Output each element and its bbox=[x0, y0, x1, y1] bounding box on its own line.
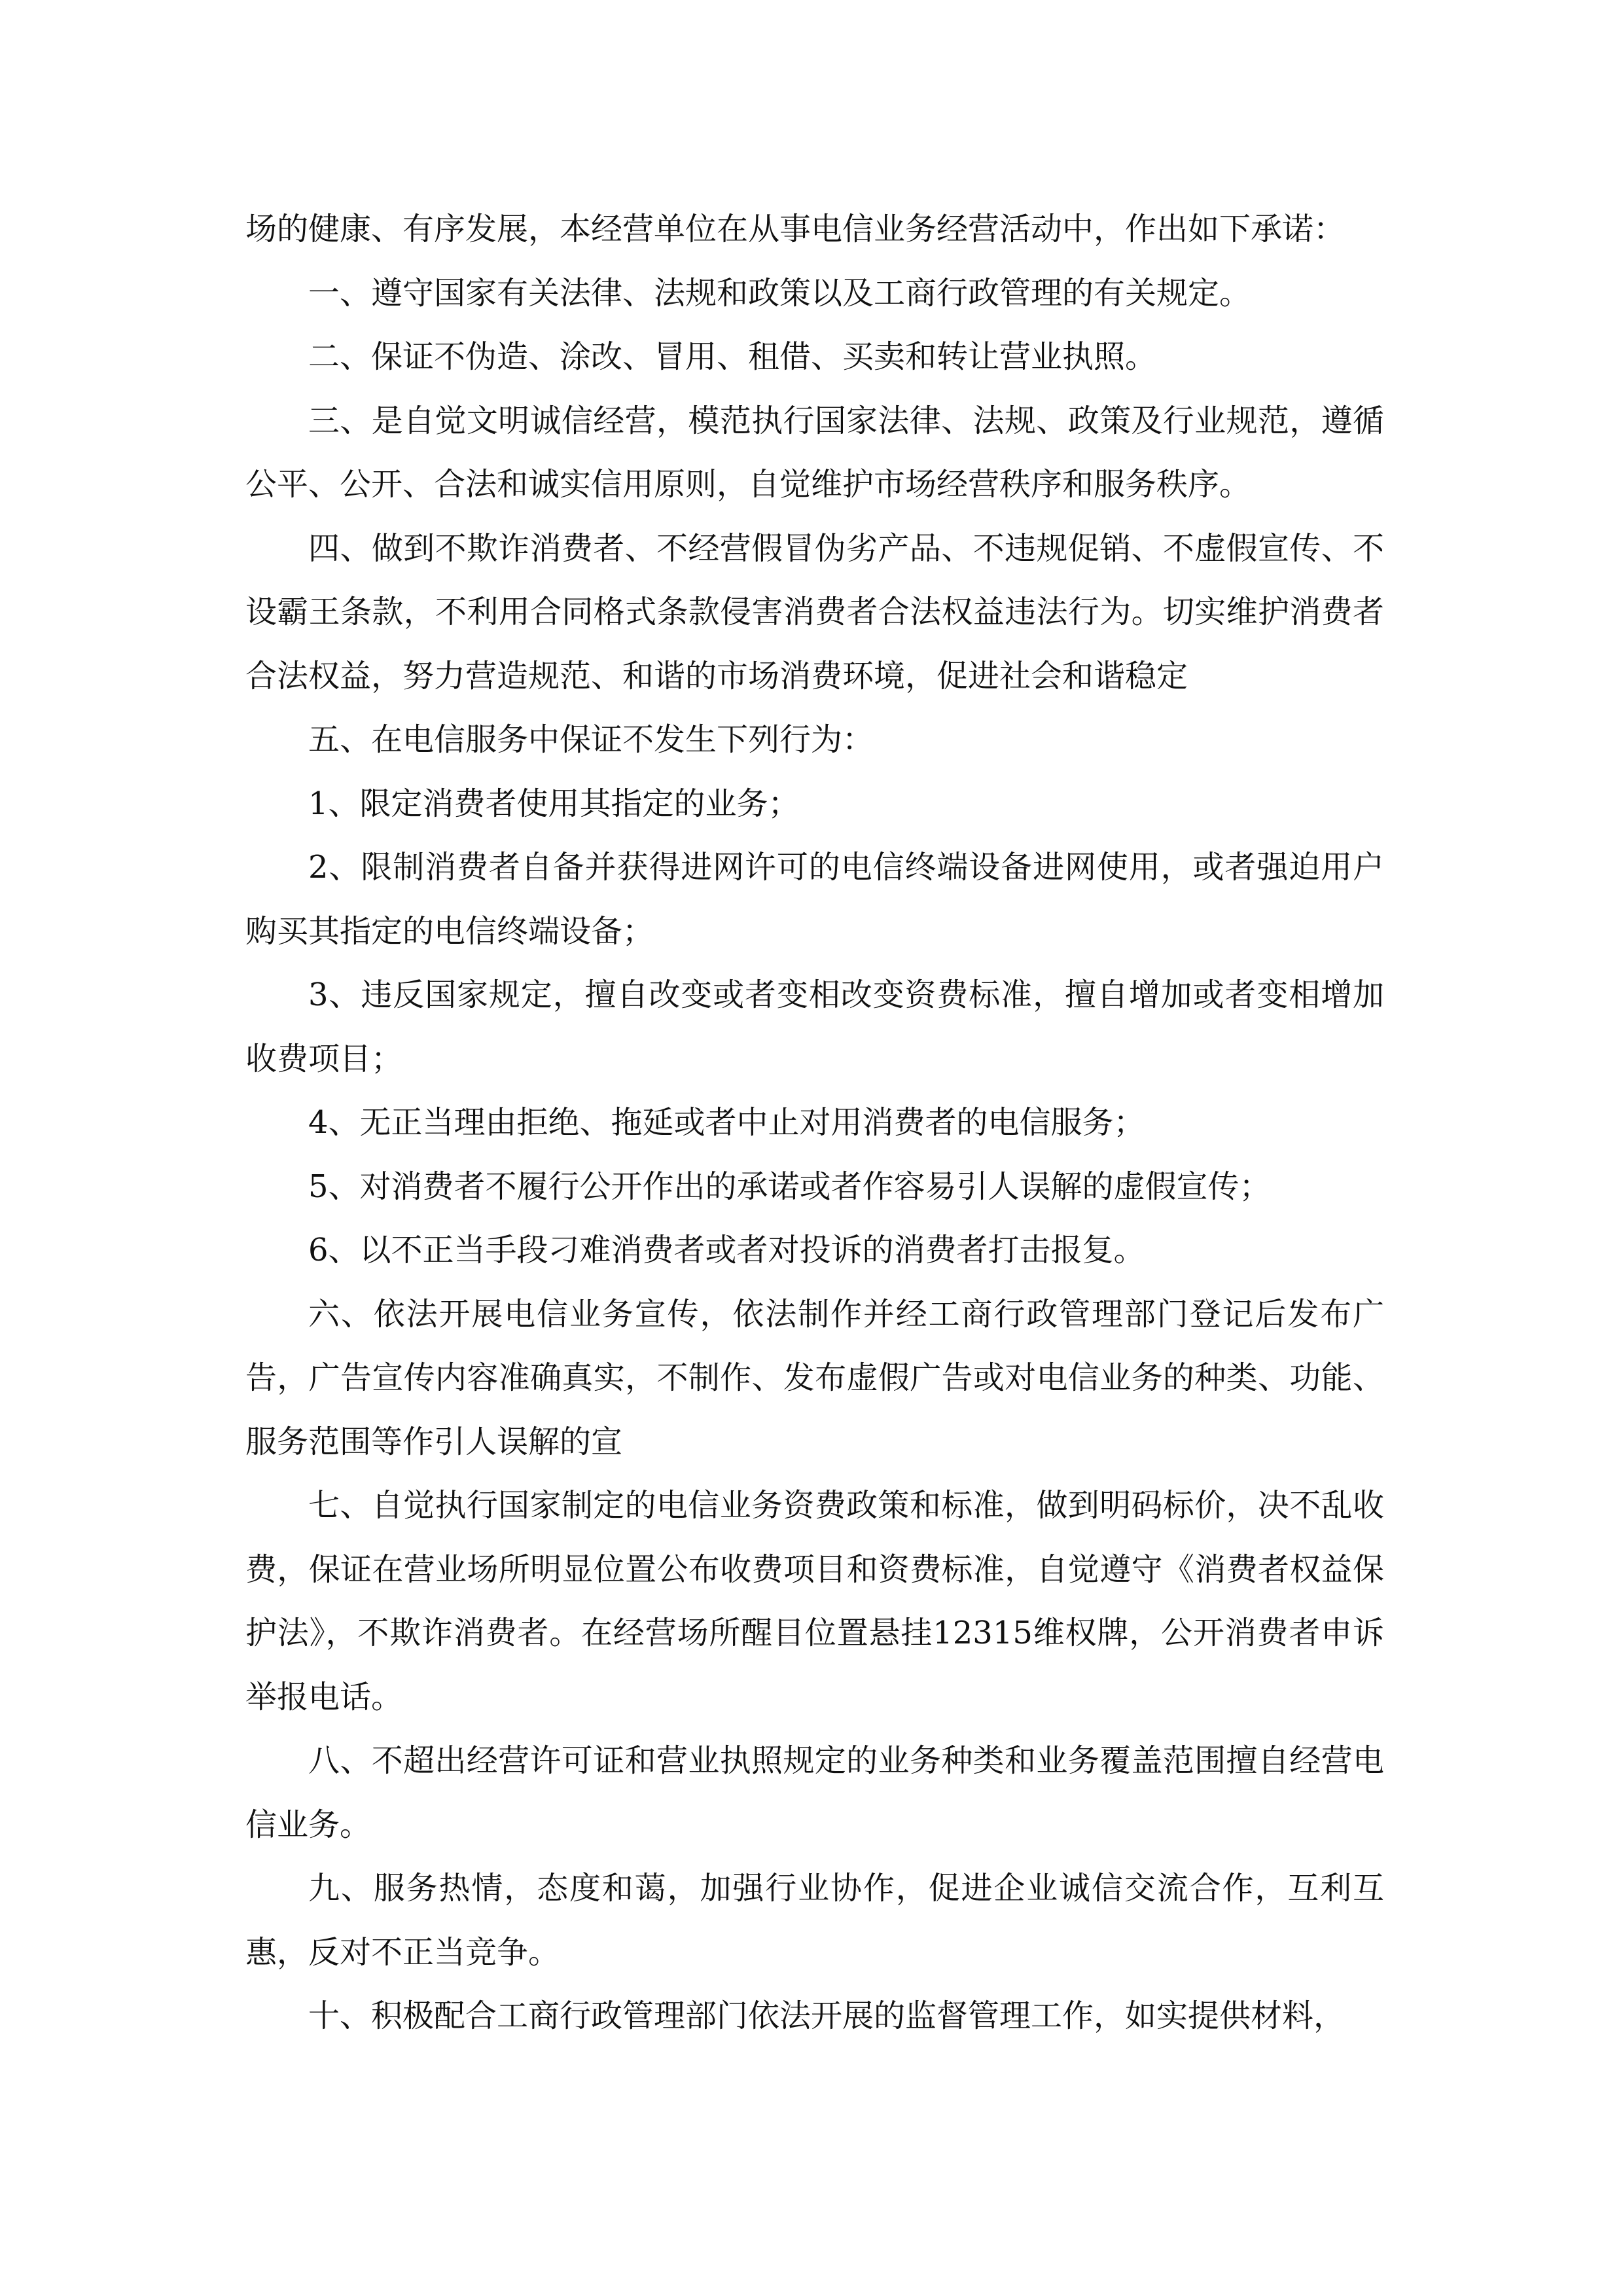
paragraph-item-4: 四、做到不欺诈消费者、不经营假冒伪劣产品、不违规促销、不虚假宣传、不设霸王条款，不利用合同格式条款侵害消费者合法权益违法行为。切实维护消费者合法权益，努力营造规范、和谐的市场消费环境，促进社会和谐稳定 bbox=[245, 529, 1384, 694]
document-body bbox=[245, 198, 1384, 2049]
paragraph-item-10: 十、积极配合工商行政管理部门依法开展的监督管理工作，如实提供材料， bbox=[308, 1998, 1346, 2034]
paragraph-continuation: 场的健康、有序发展，本经营单位在从事电信业务经营活动中，作出如下承诺： bbox=[245, 211, 1346, 247]
paragraph-item-3: 三、是自觉文明诚信经营，模范执行国家法律、法规、政策及行业规范，遵循公平、公开、合法和诚实信用原则，自觉维护市场经营秩序和服务秩序。 bbox=[245, 402, 1384, 503]
paragraph-item-7: 七、自觉执行国家制定的电信业务资费政策和标准，做到明码标价，决不乱收费，保证在营业场所明显位置公布收费项目和资费标准，自觉遵守《消费者权益保护法》，不欺诈消费者。在经营场所醒目位置悬挂12315维权牌，公开消费者申诉举报电话。 bbox=[245, 1487, 1384, 1715]
paragraph-subitem-2: 2、限制消费者自备并获得进网许可的电信终端设备进网使用，或者强迫用户购买其指定的电信终端设备； bbox=[245, 849, 1384, 950]
paragraph-subitem-5: 5、对消费者不履行公开作出的承诺或者作容易引人误解的虚假宣传； bbox=[308, 1168, 1271, 1205]
paragraph-item-6: 六、依法开展电信业务宣传，依法制作并经工商行政管理部门登记后发布广告，广告宣传内容准确真实，不制作、发布虚假广告或对电信业务的种类、功能、服务范围等作引人误解的宣 bbox=[245, 1295, 1384, 1460]
paragraph-item-5: 五、在电信服务中保证不发生下列行为： bbox=[308, 721, 874, 758]
paragraph-subitem-6: 6、以不正当手段刁难消费者或者对投诉的消费者打击报复。 bbox=[308, 1232, 1145, 1268]
paragraph-subitem-3: 3、违反国家规定，擅自改变或者变相改变资费标准，擅自增加或者变相增加收费项目； bbox=[245, 977, 1384, 1077]
paragraph-item-2: 二、保证不伪造、涂改、冒用、租借、买卖和转让营业执照。 bbox=[308, 338, 1157, 375]
paragraph-item-8: 八、不超出经营许可证和营业执照规定的业务种类和业务覆盖范围擅自经营电信业务。 bbox=[245, 1742, 1384, 1843]
paragraph-subitem-1: 1、限定消费者使用其指定的业务； bbox=[308, 785, 800, 822]
paragraph-item-9: 九、服务热情，态度和蔼，加强行业协作，促进企业诚信交流合作，互利互惠，反对不正当竞争。 bbox=[245, 1870, 1384, 1971]
paragraph-item-1: 一、遵守国家有关法律、法规和政策以及工商行政管理的有关规定。 bbox=[308, 274, 1251, 312]
paragraph-subitem-4: 4、无正当理由拒绝、拖延或者中止对用消费者的电信服务； bbox=[308, 1104, 1145, 1141]
